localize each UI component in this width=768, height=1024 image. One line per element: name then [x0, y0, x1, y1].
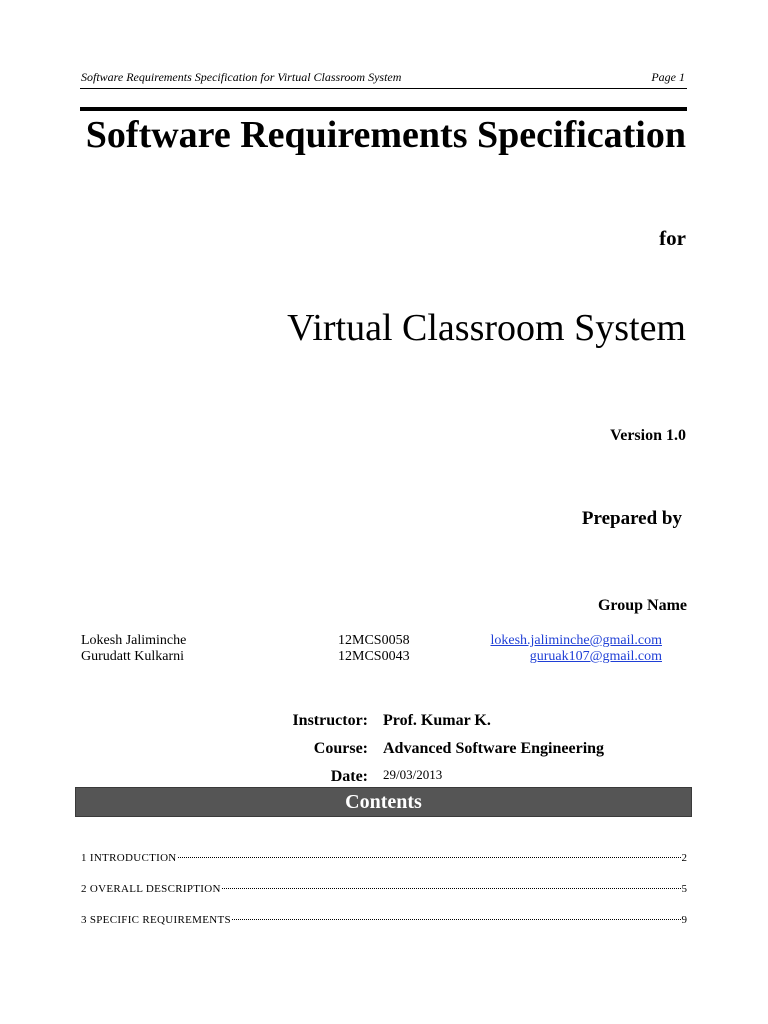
group-name-label: Group Name [597, 597, 687, 614]
course-label: Course: [313, 740, 368, 757]
date-value: 29/03/2013 [383, 767, 443, 782]
toc-entry[interactable] [81, 883, 687, 899]
toc-entry[interactable] [81, 914, 687, 930]
member-id: 12MCS0058 [338, 633, 410, 648]
member-email-link[interactable]: guruak107@gmail.com [529, 649, 662, 664]
header-rule-thin [80, 88, 687, 89]
title-for: for [659, 226, 686, 250]
system-name: Virtual Classroom System [287, 307, 686, 349]
contents-heading: Contents [345, 791, 422, 813]
toc-entry[interactable] [81, 852, 687, 868]
toc-entry-title: 3 SPECIFIC REQUIREMENTS [81, 914, 231, 926]
document-title: Software Requirements Specification [85, 114, 686, 156]
toc-entry-page: 9 [681, 914, 687, 926]
toc-entry-title: 2 OVERALL DESCRIPTION [81, 883, 221, 895]
toc-entry-title: 1 INTRODUCTION [81, 852, 177, 864]
toc-dot-leader [178, 857, 681, 858]
member-id: 12MCS0043 [338, 649, 410, 664]
member-email-link[interactable]: lokesh.jaliminche@gmail.com [490, 633, 662, 648]
instructor-label: Instructor: [292, 712, 368, 729]
toc-dot-leader [222, 888, 681, 889]
page-number: Page 1 [651, 70, 685, 84]
running-header-title: Software Requirements Specification for Virtual Classroom System [81, 70, 402, 84]
toc-entry-page: 2 [681, 852, 687, 864]
header-rule-thick [80, 107, 687, 111]
toc-entry-page: 5 [681, 883, 687, 895]
instructor-value: Prof. Kumar K. [383, 712, 491, 729]
date-label: Date: [330, 768, 368, 785]
toc-dot-leader [232, 919, 681, 920]
prepared-by-label: Prepared by [581, 508, 682, 529]
course-value: Advanced Software Engineering [383, 740, 605, 757]
version-label: Version 1.0 [610, 427, 686, 444]
member-name: Gurudatt Kulkarni [81, 649, 185, 664]
contents-heading-bar [75, 787, 692, 817]
member-name: Lokesh Jaliminche [81, 633, 187, 648]
